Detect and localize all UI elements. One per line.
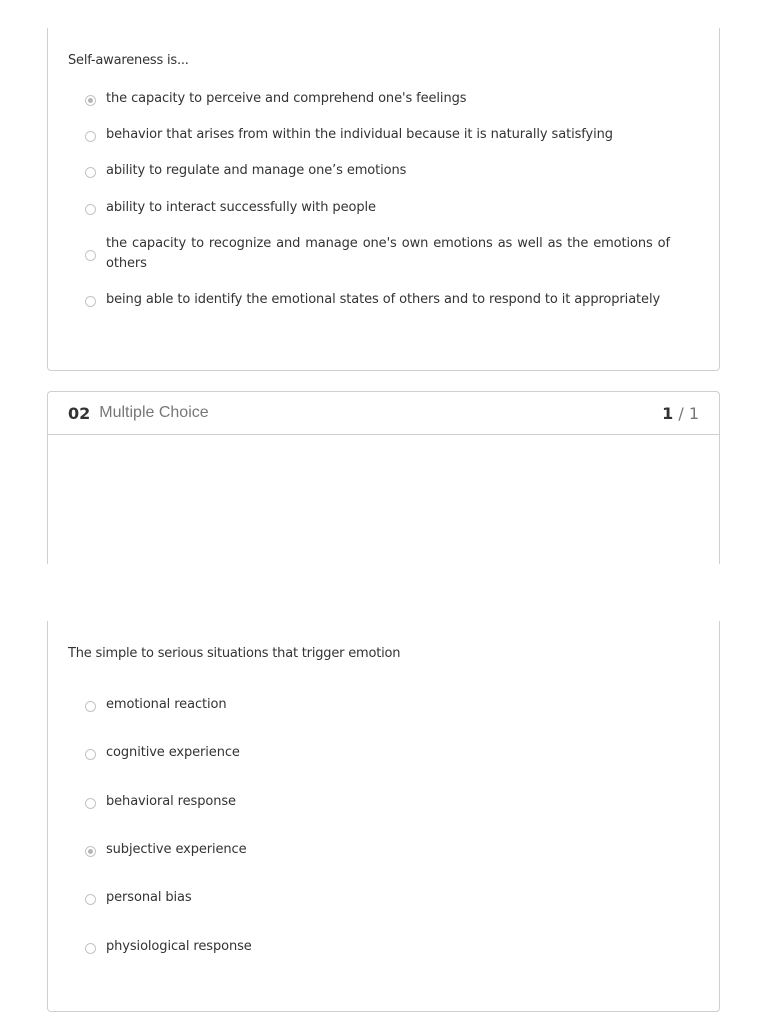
option-label: personal bias bbox=[106, 890, 192, 905]
radio-icon[interactable] bbox=[85, 798, 96, 809]
question-prompt: Self-awareness is... bbox=[68, 53, 189, 68]
radio-icon[interactable] bbox=[85, 296, 96, 307]
option-2[interactable] bbox=[85, 125, 670, 145]
question-card-2-header bbox=[47, 391, 720, 564]
question-card-1 bbox=[47, 28, 720, 371]
option-4[interactable] bbox=[85, 840, 670, 860]
option-label: cognitive experience bbox=[106, 745, 240, 760]
question-type: Multiple Choice bbox=[99, 404, 209, 421]
option-5[interactable] bbox=[85, 234, 670, 274]
radio-icon[interactable] bbox=[85, 943, 96, 954]
option-label: ability to regulate and manage one’s emotions bbox=[106, 163, 407, 178]
option-3[interactable] bbox=[85, 792, 670, 812]
option-1[interactable] bbox=[85, 695, 670, 715]
option-label: behavior that arises from within the individual because it is naturally satisfying bbox=[106, 127, 613, 142]
option-label: physiological response bbox=[106, 939, 252, 954]
option-label: emotional reaction bbox=[106, 697, 227, 712]
option-label: being able to identify the emotional states of others and to respond to it appropriately bbox=[106, 292, 661, 307]
option-6[interactable] bbox=[85, 290, 670, 310]
score-earned: 1 bbox=[662, 403, 674, 423]
option-label: subjective experience bbox=[106, 842, 247, 857]
question-prompt: The simple to serious situations that trigger emotion bbox=[68, 646, 401, 661]
option-6[interactable] bbox=[85, 937, 670, 957]
radio-icon[interactable] bbox=[85, 131, 96, 142]
radio-selected-icon[interactable] bbox=[85, 846, 96, 857]
option-3[interactable] bbox=[85, 161, 670, 181]
score-total: 1 bbox=[688, 403, 699, 423]
radio-icon[interactable] bbox=[85, 167, 96, 178]
radio-icon[interactable] bbox=[85, 250, 96, 261]
radio-icon[interactable] bbox=[85, 204, 96, 215]
radio-selected-icon[interactable] bbox=[85, 95, 96, 106]
radio-icon[interactable] bbox=[85, 894, 96, 905]
option-label: behavioral response bbox=[106, 794, 236, 809]
option-label: ability to interact successfully with people bbox=[106, 200, 376, 215]
question-score bbox=[662, 404, 699, 423]
option-label: the capacity to recognize and manage one's own emotions as well as the emotions of others bbox=[106, 236, 670, 271]
score-separator: / bbox=[678, 403, 684, 423]
option-2[interactable] bbox=[85, 743, 670, 763]
option-4[interactable] bbox=[85, 198, 670, 218]
option-5[interactable] bbox=[85, 888, 670, 908]
question-card-2-body bbox=[47, 621, 720, 1012]
question-number: 02 bbox=[68, 403, 91, 423]
radio-icon[interactable] bbox=[85, 701, 96, 712]
question-header bbox=[48, 392, 719, 435]
radio-icon[interactable] bbox=[85, 749, 96, 760]
option-label: the capacity to perceive and comprehend one's feelings bbox=[106, 91, 467, 106]
option-1[interactable] bbox=[85, 89, 670, 109]
